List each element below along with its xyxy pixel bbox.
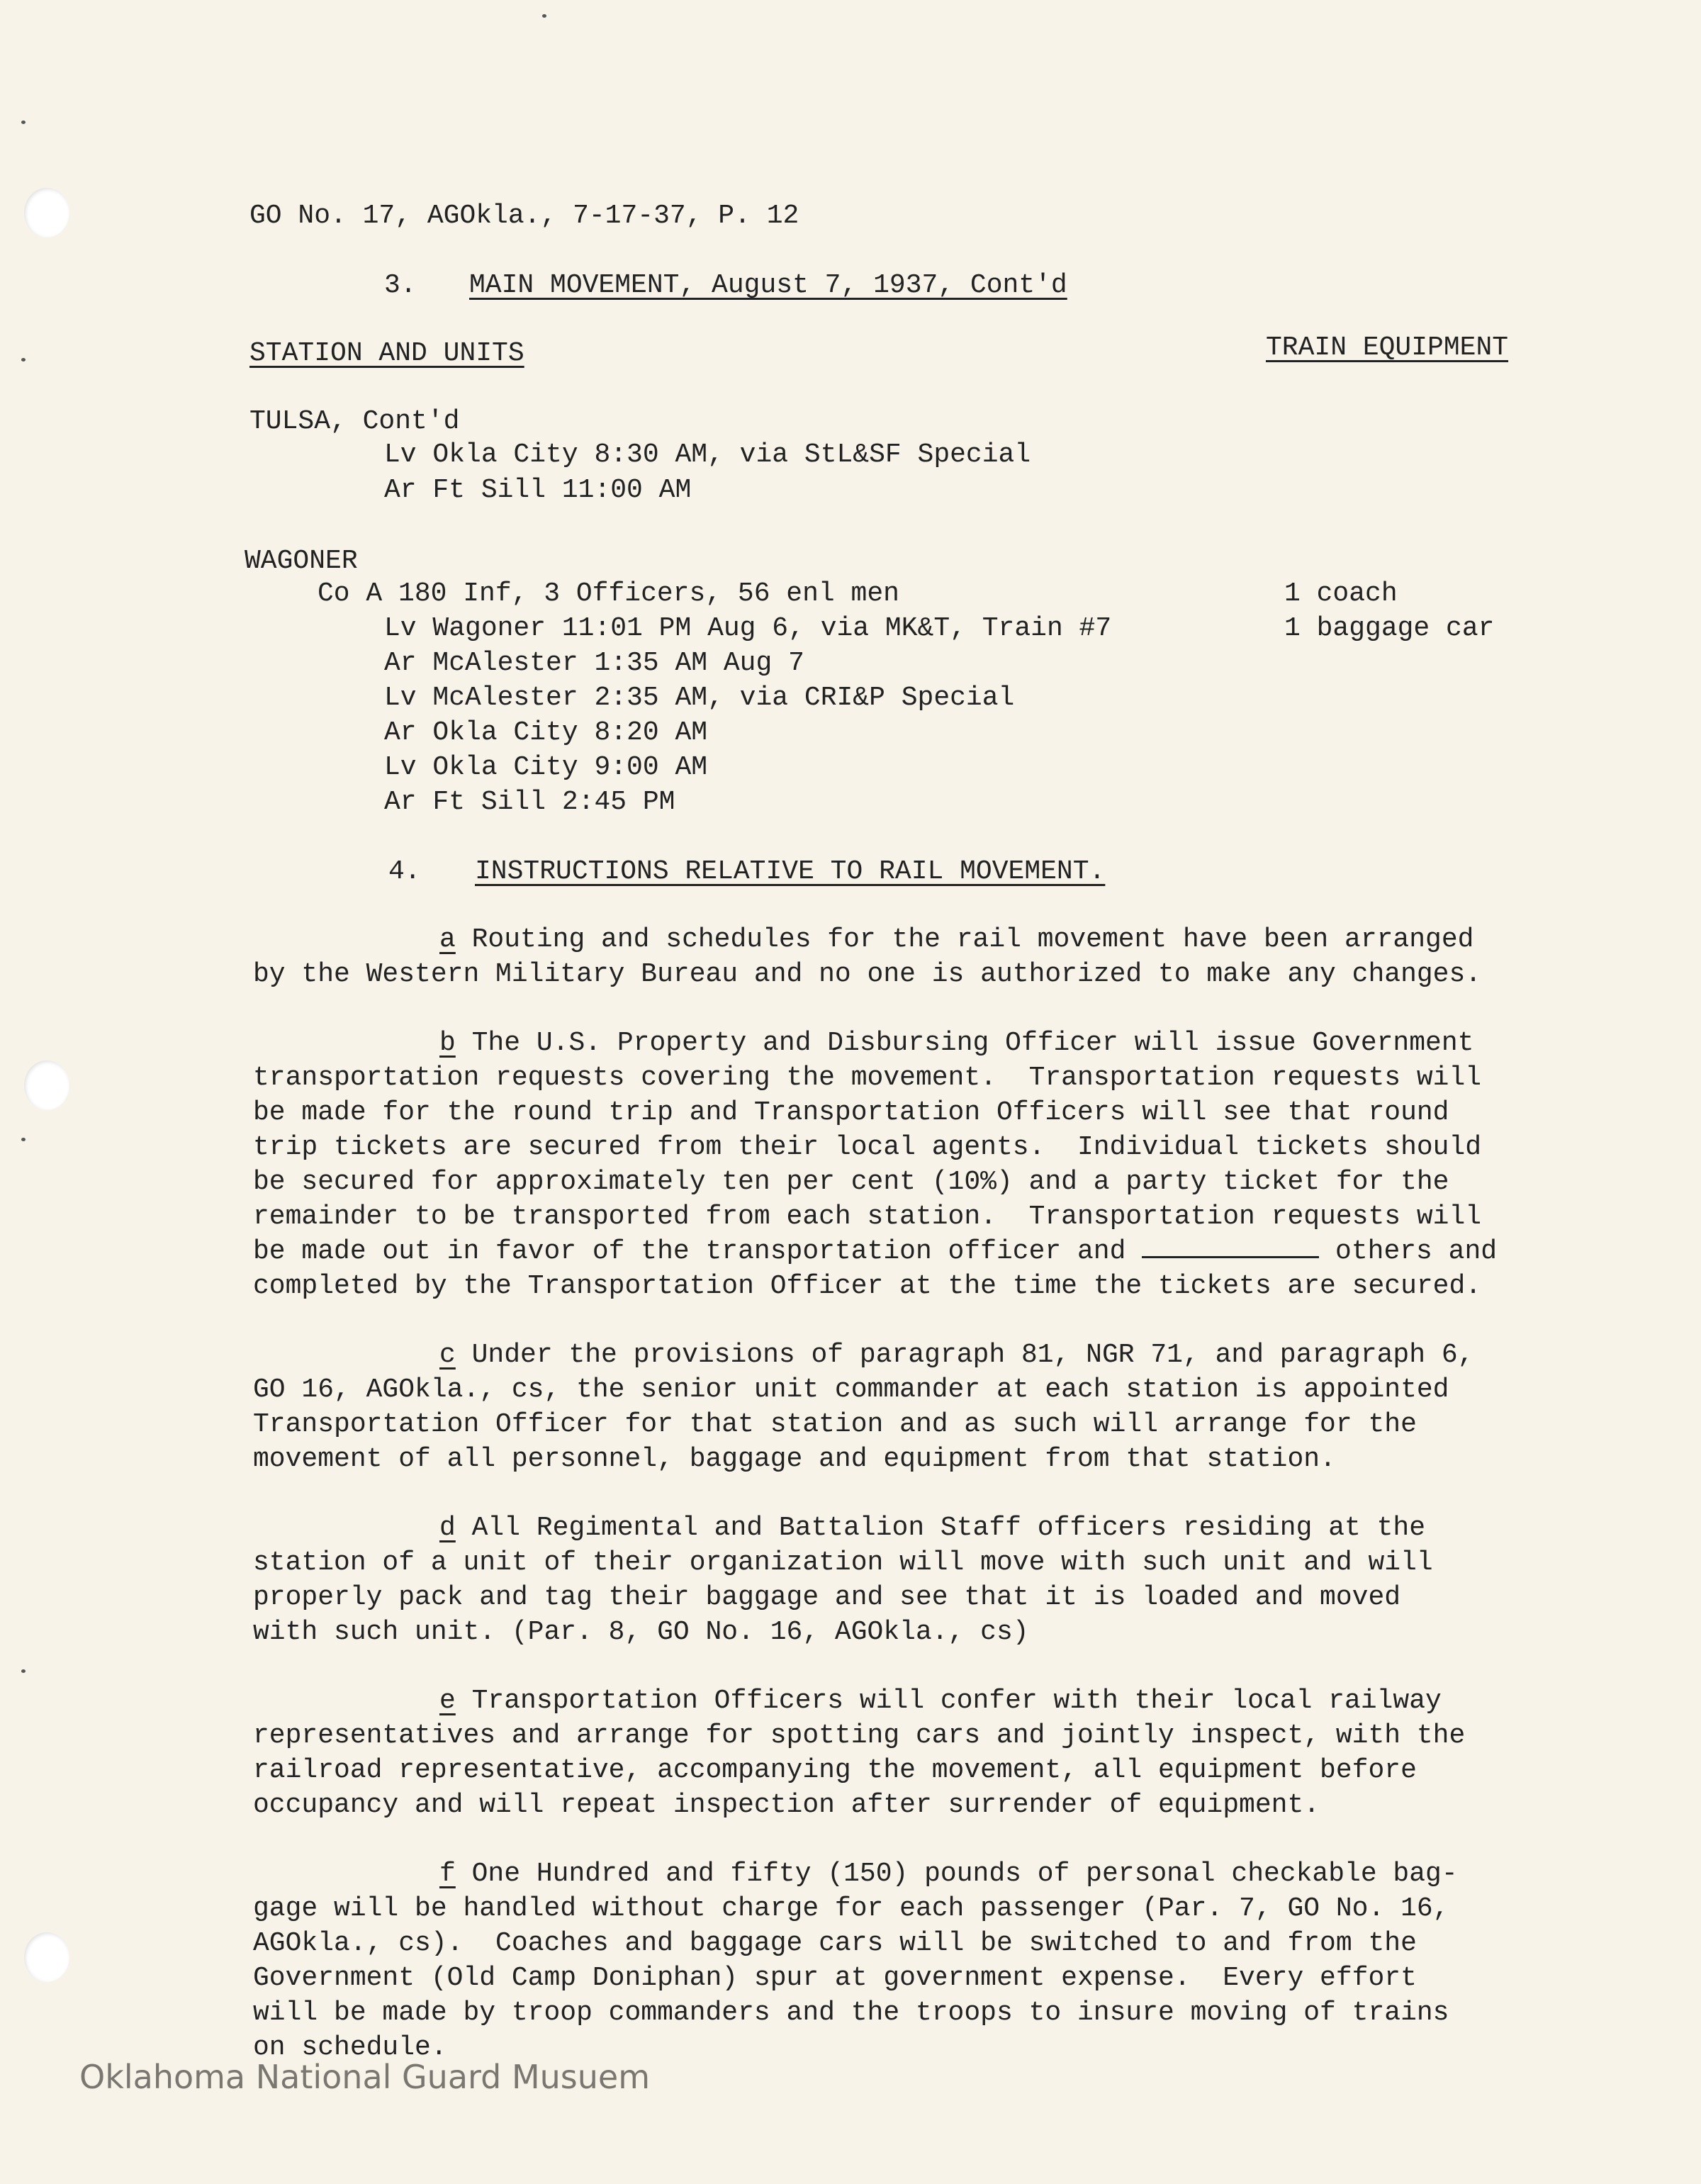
text-line: by the Western Military Bureau and no one is authorized to make any changes. xyxy=(253,959,1482,990)
paragraph-a-letter: a xyxy=(439,924,456,955)
schedule-line: Lv Wagoner 11:01 PM Aug 6, via MK&T, Train #7 xyxy=(384,613,1112,644)
paragraph-d-letter: d xyxy=(439,1513,456,1543)
equipment-item: 1 coach xyxy=(1284,578,1398,609)
text-line: properly pack and tag their baggage and see that it is loaded and moved xyxy=(253,1582,1401,1613)
paragraph-c-letter: c xyxy=(439,1340,456,1370)
speck xyxy=(21,358,26,362)
schedule-line: Lv Okla City 8:30 AM, via StL&SF Special xyxy=(384,439,1031,470)
text-line: occupancy and will repeat inspection after surrender of equipment. xyxy=(253,1790,1320,1820)
text-line: Transportation Officer for that station and as such will arrange for the xyxy=(253,1409,1417,1440)
text-line: AGOkla., cs). Coaches and baggage cars will be switched to and from the xyxy=(253,1928,1417,1959)
text-line: with such unit. (Par. 8, GO No. 16, AGOkla., cs) xyxy=(253,1617,1029,1647)
text-line: remainder to be transported from each station. Transportation requests will xyxy=(253,1202,1482,1232)
text-line: on schedule. xyxy=(253,2032,447,2063)
schedule-line: Ar Ft Sill 11:00 AM xyxy=(384,475,692,505)
text-line: Under the provisions of paragraph 81, NGR 71, and paragraph 6, xyxy=(471,1340,1474,1370)
paragraph-e-letter: e xyxy=(439,1686,456,1716)
section-3-title: MAIN MOVEMENT, August 7, 1937, Cont'd xyxy=(469,270,1067,301)
fill-in-blank xyxy=(1142,1235,1319,1258)
paragraph-b-first-line xyxy=(439,1026,1473,1060)
text-line: representatives and arrange for spotting cars and jointly inspect, with the xyxy=(253,1720,1466,1751)
paragraph-a-first-line xyxy=(439,922,1473,957)
schedule-line: Ar Okla City 8:20 AM xyxy=(384,717,708,748)
text-line: railroad representative, accompanying the movement, all equipment before xyxy=(253,1755,1417,1786)
paragraph-f-letter: f xyxy=(439,1859,456,1889)
text-line: Government (Old Camp Doniphan) spur at government expense. Every effort xyxy=(253,1963,1417,1993)
text-line: One Hundred and fifty (150) pounds of personal checkable bag- xyxy=(471,1859,1458,1889)
station-wagoner-title: WAGONER xyxy=(245,546,358,576)
paragraph-f-first-line xyxy=(439,1857,1458,1891)
punch-hole-middle xyxy=(24,1060,69,1110)
speck xyxy=(542,14,546,18)
station-tulsa-title: TULSA, Cont'd xyxy=(249,406,460,437)
text-line: completed by the Transportation Officer at the time the tickets are secured. xyxy=(253,1271,1482,1301)
section-4-title: INSTRUCTIONS RELATIVE TO RAIL MOVEMENT. xyxy=(475,856,1106,887)
document-reference: GO No. 17, AGOkla., 7-17-37, P. 12 xyxy=(249,201,799,231)
section-3-number: 3. xyxy=(384,270,417,301)
text-line: Transportation Officers will confer with their local railway xyxy=(471,1686,1442,1716)
speck xyxy=(21,121,26,124)
punch-hole-bottom xyxy=(24,1932,69,1982)
text-line: trip tickets are secured from their local agents. Individual tickets should xyxy=(253,1132,1482,1163)
wagoner-unit: Co A 180 Inf, 3 Officers, 56 enl men xyxy=(318,578,899,609)
schedule-line: Lv McAlester 2:35 AM, via CRI&P Special xyxy=(384,683,1015,713)
speck xyxy=(21,1669,26,1673)
text-line-with-blank xyxy=(253,1234,1497,1269)
equipment-item: 1 baggage car xyxy=(1284,613,1495,644)
schedule-line: Ar Ft Sill 2:45 PM xyxy=(384,787,675,817)
punch-hole-top xyxy=(24,188,69,237)
text-line: transportation requests covering the movement. Transportation requests will xyxy=(253,1063,1482,1093)
schedule-line: Ar McAlester 1:35 AM Aug 7 xyxy=(384,648,804,678)
paragraph-d-first-line xyxy=(439,1511,1425,1545)
text-fragment: others and xyxy=(1335,1236,1498,1267)
text-line: station of a unit of their organization will move with such unit and will xyxy=(253,1547,1433,1578)
museum-watermark: Oklahoma National Guard Musuem xyxy=(79,2058,651,2096)
paragraph-b-letter: b xyxy=(439,1028,456,1058)
column-header-equipment: TRAIN EQUIPMENT xyxy=(1266,332,1509,363)
text-fragment: be made out in favor of the transportation officer and xyxy=(253,1236,1126,1267)
paragraph-c-first-line xyxy=(439,1338,1473,1372)
text-line: be made for the round trip and Transportation Officers will see that round xyxy=(253,1097,1449,1128)
text-line: gage will be handled without charge for each passenger (Par. 7, GO No. 16, xyxy=(253,1893,1449,1924)
text-line: be secured for approximately ten per cent (10%) and a party ticket for the xyxy=(253,1167,1449,1197)
text-line: All Regimental and Battalion Staff officers residing at the xyxy=(471,1513,1426,1543)
section-4-number: 4. xyxy=(388,856,421,887)
text-line: Routing and schedules for the rail movement have been arranged xyxy=(471,924,1474,955)
schedule-line: Lv Okla City 9:00 AM xyxy=(384,752,708,783)
column-header-stations: STATION AND UNITS xyxy=(249,338,524,369)
text-line: The U.S. Property and Disbursing Officer will issue Government xyxy=(471,1028,1474,1058)
text-line: will be made by troop commanders and the troops to insure moving of trains xyxy=(253,1998,1449,2028)
text-line: movement of all personnel, baggage and equipment from that station. xyxy=(253,1444,1336,1474)
text-line: GO 16, AGOkla., cs, the senior unit commander at each station is appointed xyxy=(253,1374,1449,1405)
speck xyxy=(21,1138,26,1141)
paragraph-e-first-line xyxy=(439,1684,1442,1718)
